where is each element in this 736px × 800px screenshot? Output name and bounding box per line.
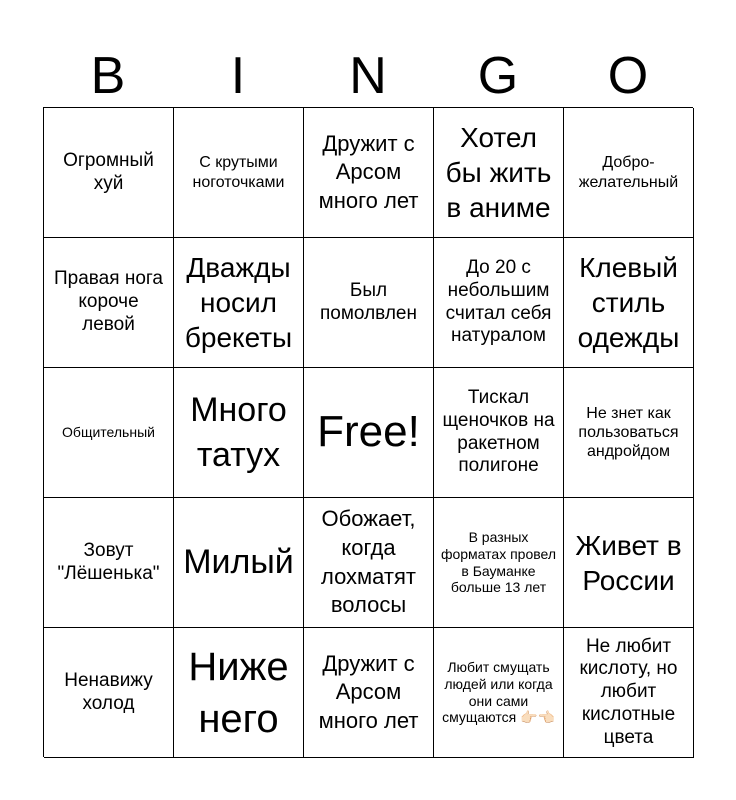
bingo-cell-2-1[interactable]: Правая нога короче левой xyxy=(44,238,174,368)
bingo-cell-4-1[interactable]: Зовут "Лёшенька" xyxy=(44,498,174,628)
header-letter-n: N xyxy=(349,47,387,105)
bingo-cell-5-5[interactable]: Не любит кислоту, но любит кислотные цвета xyxy=(564,628,694,758)
bingo-cell-3-2[interactable]: Много татух xyxy=(174,368,304,498)
bingo-grid xyxy=(43,107,693,757)
bingo-cell-1-4[interactable]: Хотел бы жить в аниме xyxy=(434,108,564,238)
bingo-cell-3-1[interactable]: Общительный xyxy=(44,368,174,498)
bingo-cell-4-2[interactable]: Милый xyxy=(174,498,304,628)
bingo-cell-1-3[interactable]: Дружит с Арсом много лет xyxy=(304,108,434,238)
bingo-cell-3-4[interactable]: Тискал щеночков на ракетном полигоне xyxy=(434,368,564,498)
bingo-cell-1-2[interactable]: С крутыми ноготочками xyxy=(174,108,304,238)
bingo-cell-5-4[interactable]: Любит смущать людей или когда они сами смущаются 👉🏻👈🏻 xyxy=(434,628,564,758)
header-letter-o: O xyxy=(607,47,649,105)
bingo-cell-2-4[interactable]: До 20 с небольшим считал себя натуралом xyxy=(434,238,564,368)
bingo-cell-1-1[interactable]: Огромный хуй xyxy=(44,108,174,238)
header-letter-b: B xyxy=(90,47,126,105)
bingo-cell-2-2[interactable]: Дважды носил брекеты xyxy=(174,238,304,368)
bingo-cell-4-5[interactable]: Живет в России xyxy=(564,498,694,628)
bingo-cell-4-3[interactable]: Обожает, когда лохматят волосы xyxy=(304,498,434,628)
bingo-cell-free[interactable]: Free! xyxy=(304,368,434,498)
bingo-cell-5-2[interactable]: Ниже него xyxy=(174,628,304,758)
bingo-cell-5-1[interactable]: Ненавижу холод xyxy=(44,628,174,758)
bingo-cell-2-3[interactable]: Был помолвлен xyxy=(304,238,434,368)
bingo-cell-3-5[interactable]: Не знет как пользоваться андройдом xyxy=(564,368,694,498)
bingo-cell-1-5[interactable]: Добро- желательный xyxy=(564,108,694,238)
header-letter-i: I xyxy=(230,47,246,105)
bingo-cell-5-3[interactable]: Дружит с Арсом много лет xyxy=(304,628,434,758)
bingo-header xyxy=(43,46,693,106)
bingo-cell-4-4[interactable]: В разных форматах провел в Бауманке больше 13 лет xyxy=(434,498,564,628)
header-letter-g: G xyxy=(477,47,519,105)
bingo-cell-2-5[interactable]: Клевый стиль одежды xyxy=(564,238,694,368)
